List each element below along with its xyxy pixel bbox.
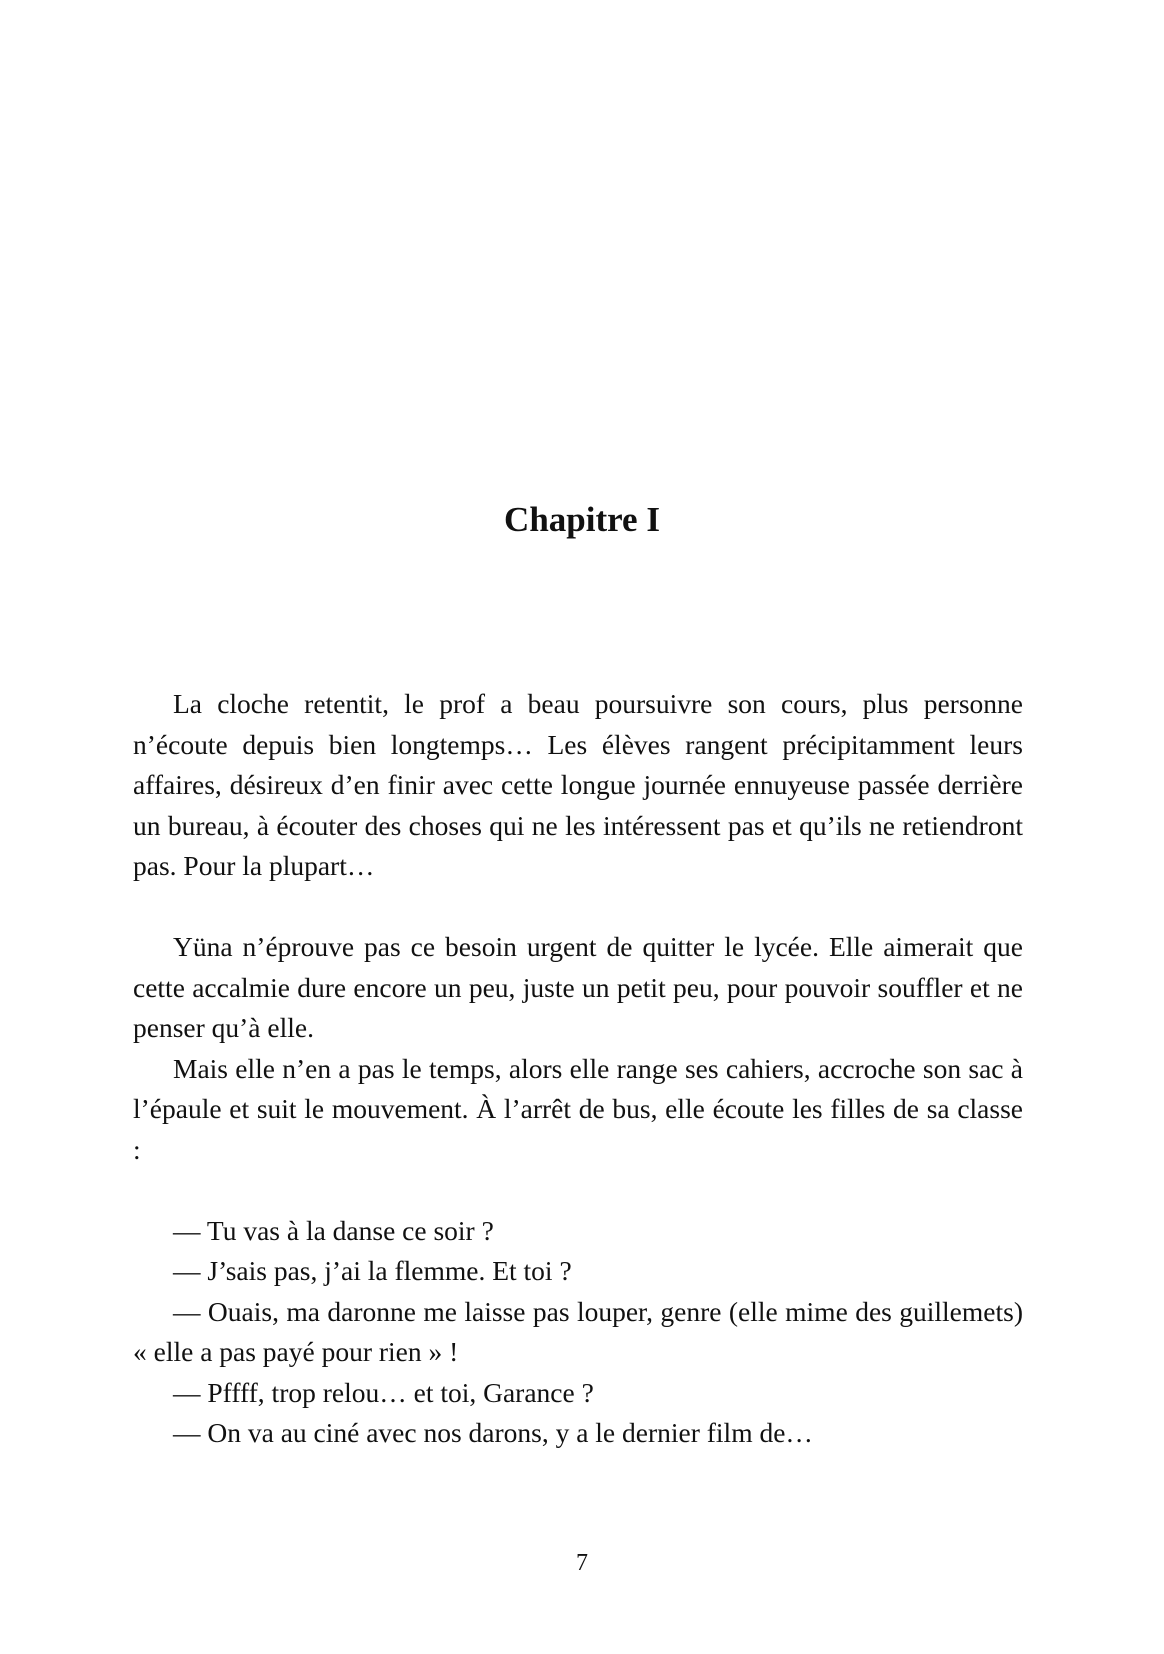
paragraph-gap (133, 1170, 1023, 1211)
dialogue-line: — On va au ciné avec nos darons, y a le dernier film de… (173, 1417, 813, 1448)
paragraph-bus-stop: Mais elle n’en a pas le temps, alors elle range ses cahiers, accroche son sac à l’épaule et suit le mouvement. À l’arrêt de bus, elle écoute les filles de sa classe : (133, 1052, 1023, 1165)
paragraph-opening: La cloche retentit, le prof a beau poursuivre son cours, plus personne n’écoute depuis bien longtemps… Les élèves rangent précipitamment leurs affaires, désireux d’en finir avec cette longue journée ennuyeuse passée derrière un bureau, à écouter des choses qui ne les intéressent pas et qu’ils ne retiendront pas. Pour la plupart… (133, 688, 1023, 881)
dialogue-line: — J’sais pas, j’ai la flemme. Et toi ? (173, 1255, 572, 1286)
dialogue-line: — Ouais, ma daronne me laisse pas louper, genre (elle mime des guillemets) « elle a pas payé pour rien » ! (133, 1295, 1023, 1367)
paragraph-gap (133, 887, 1023, 928)
chapter-title: Chapitre I (504, 500, 660, 539)
dialogue-line: — Pffff, trop relou… et toi, Garance ? (173, 1376, 594, 1408)
chapter-body (133, 684, 1023, 1454)
dialogue-line: — Tu vas à la danse ce soir ? (173, 1214, 494, 1246)
page-number: 7 (576, 1550, 588, 1576)
paragraph-yuna: Yüna n’éprouve pas ce besoin urgent de quitter le lycée. Elle aimerait que cette accalmie dure encore un peu, juste un petit peu, pour pouvoir souffler et ne penser qu’à elle. (133, 931, 1023, 1043)
